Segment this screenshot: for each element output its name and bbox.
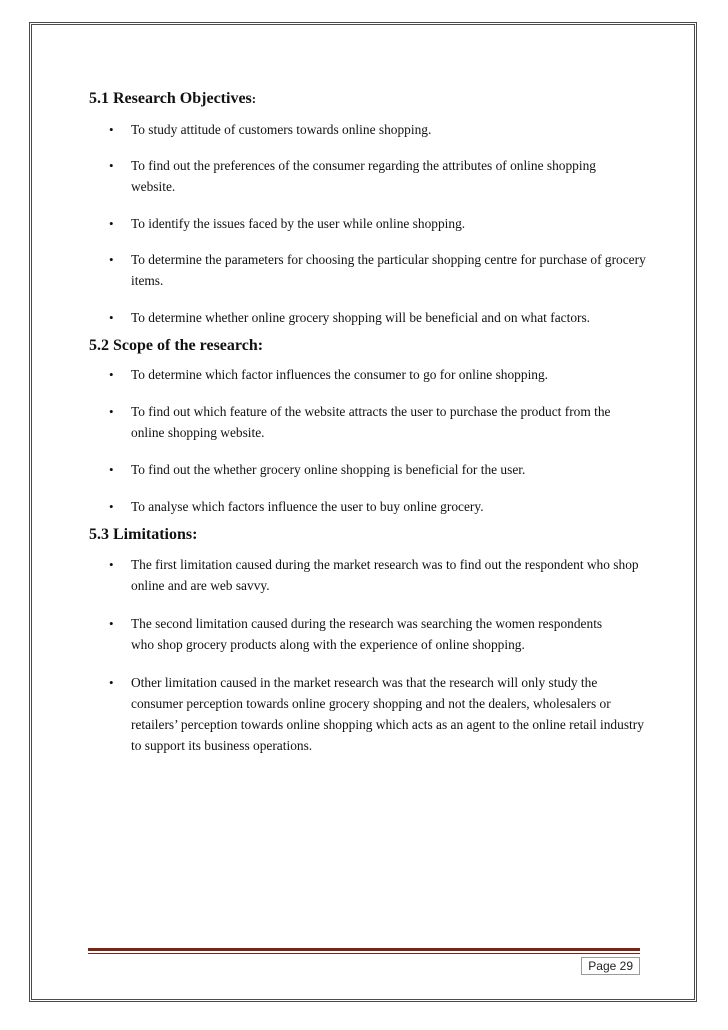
section-title-limitations: 5.3 Limitations: — [89, 526, 198, 543]
bullet-icon: • — [109, 252, 114, 267]
list-item: • Other limitation caused in the market research was that the research will only study the consumer perception towards online grocery shopping and not the dealers, wholesalers or retailers’ perception towards online shopping which acts as an agent to the online retail industry to support its business operations. — [89, 672, 649, 756]
list-item: • To determine whether online grocery shopping will be beneficial and on what factors. — [89, 307, 649, 328]
bullet-icon: • — [109, 404, 114, 419]
bullet-icon: • — [109, 557, 114, 572]
list-item: • To find out which feature of the website attracts the user to purchase the product from the online shopping website. — [89, 401, 649, 443]
list-item: • To study attitude of customers towards online shopping. — [89, 119, 649, 140]
list-item: • To identify the issues faced by the user while online shopping. — [89, 213, 649, 234]
bullet-icon: • — [109, 462, 114, 477]
bullet-icon: • — [109, 367, 114, 382]
bullet-icon: • — [109, 616, 114, 631]
bullet-icon: • — [109, 675, 114, 690]
scope-list — [89, 364, 649, 517]
bullet-icon: • — [109, 122, 114, 137]
bullet-icon: • — [109, 158, 114, 173]
footer-divider — [88, 948, 640, 951]
list-item: • To determine the parameters for choosing the particular shopping centre for purchase of grocery items. — [89, 249, 649, 291]
research-objectives-list — [89, 119, 649, 328]
bullet-icon: • — [109, 216, 114, 231]
section-title-research-objectives: 5.1 Research Objectives: — [89, 90, 257, 107]
list-item: • To find out the whether grocery online shopping is beneficial for the user. — [89, 459, 649, 480]
limitations-list — [89, 554, 649, 756]
list-item: • The second limitation caused during the research was searching the women respondents who shop grocery products along with the experience of online shopping. — [89, 613, 649, 655]
bullet-icon: • — [109, 310, 114, 325]
document-body — [89, 88, 649, 756]
page-number: Page 29 — [581, 957, 640, 975]
bullet-icon: • — [109, 499, 114, 514]
footer-divider-thin — [88, 953, 640, 954]
section-title-scope: 5.2 Scope of the research: — [89, 337, 264, 354]
list-item: • To analyse which factors influence the user to buy online grocery. — [89, 496, 649, 517]
list-item: • The first limitation caused during the market research was to find out the respondent who shop online and are web savvy. — [89, 554, 649, 596]
list-item: • To determine which factor influences the consumer to go for online shopping. — [89, 364, 649, 385]
list-item: • To find out the preferences of the consumer regarding the attributes of online shopping website. — [89, 155, 649, 197]
